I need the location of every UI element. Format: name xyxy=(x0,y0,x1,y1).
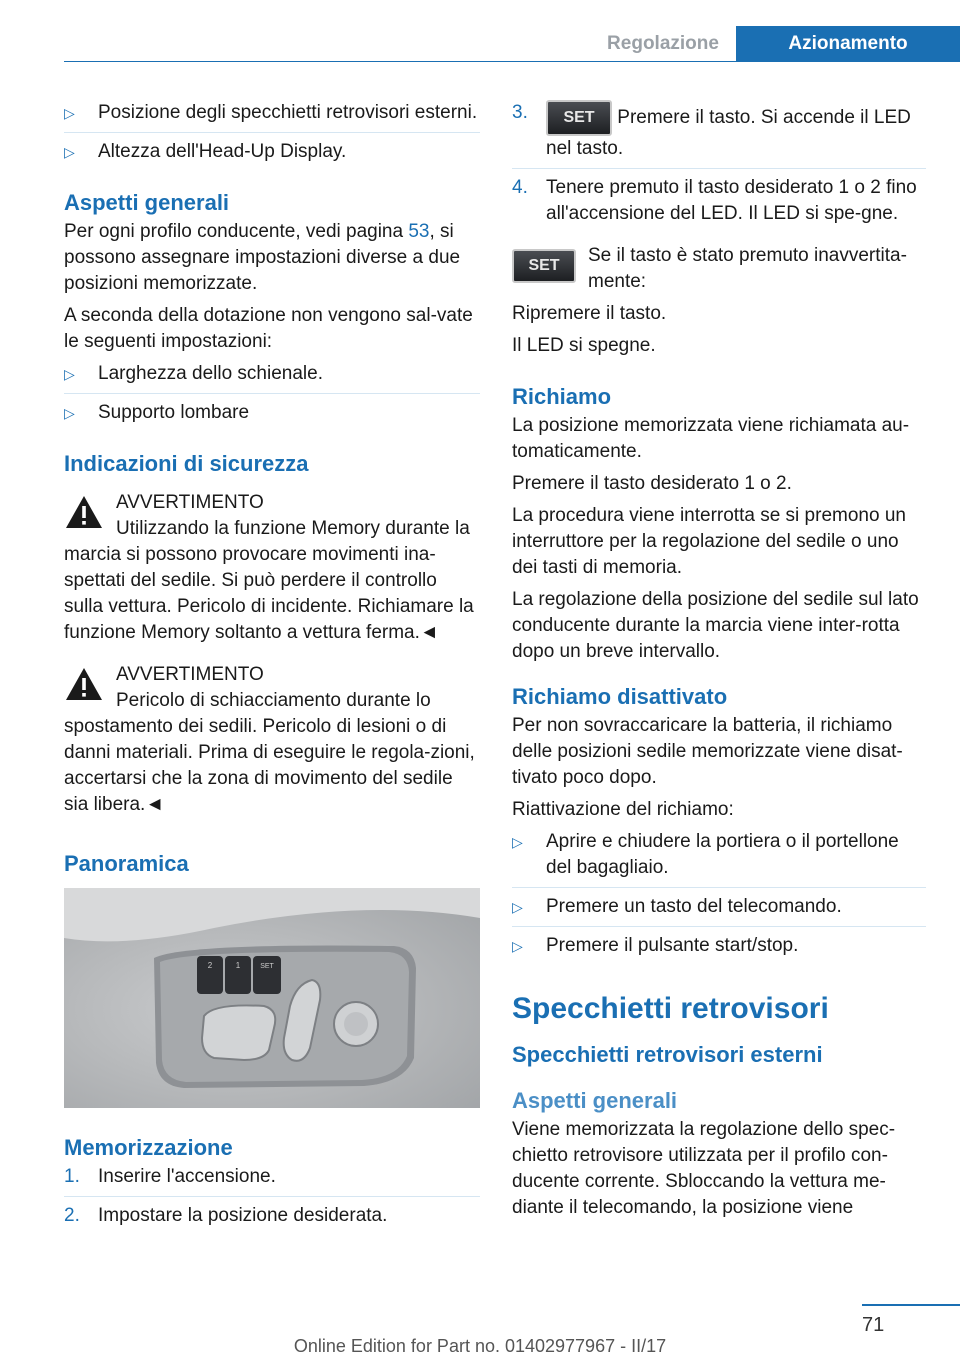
left-column xyxy=(64,100,480,1241)
footer-divider xyxy=(862,1304,960,1306)
list-item: 3. SET Premere il tasto. Si accende il LED nel tasto. xyxy=(512,100,926,169)
header-tab-regolazione[interactable]: Regolazione xyxy=(607,33,719,54)
paragraph: Riattivazione del richiamo: xyxy=(512,799,734,820)
section-title-aspetti-generali-specchietti: Aspetti generali xyxy=(512,1088,678,1113)
list-item: 1. Inserire l'accensione. xyxy=(64,1164,480,1197)
memory-button-1-label: 1 xyxy=(235,961,241,970)
list-item: 2. Impostare la posizione desiderata. xyxy=(64,1205,388,1226)
triangle-right-icon: ▷ xyxy=(64,144,75,160)
section-title-memorizzazione: Memorizzazione xyxy=(64,1135,233,1160)
warning-block-1 xyxy=(64,490,480,646)
set-note xyxy=(512,243,926,295)
paragraph: A seconda della dotazione non vengono sal‐vate le seguenti impostazioni: xyxy=(64,305,473,352)
header-tab-azionamento[interactable]: Azionamento xyxy=(736,26,960,61)
steps-list-memorizzazione xyxy=(64,1164,480,1235)
list-item: ▷ Aprire e chiudere la portiera o il portellone del bagagliaio. xyxy=(512,829,926,888)
paragraph: La procedura viene interrotta se si premono un interruttore per la regolazione del sedile o uno dei tasti di memoria. xyxy=(512,505,906,578)
list-item: ▷ Altezza dell'Head-Up Display. xyxy=(64,139,480,171)
page-number: 71 xyxy=(862,1314,885,1336)
section-title-specchietti-esterni: Specchietti retrovisori esterni xyxy=(512,1042,823,1067)
section-title-panoramica: Panoramica xyxy=(64,851,189,876)
warning-title: AVVERTIMENTO xyxy=(116,492,264,513)
header-divider xyxy=(64,61,960,62)
paragraph: Per ogni profilo conducente, vedi pagina 53, si possono assegnare impostazioni diverse a due posizioni memorizzate. xyxy=(64,221,461,294)
paragraph: La regolazione della posizione del sedile sul lato conducente durante la marcia viene inter‐rotta dopo un breve intervallo. xyxy=(512,589,919,662)
list-item: ▷ Posizione degli specchietti retrovisori esterni. xyxy=(64,100,480,133)
triangle-right-icon: ▷ xyxy=(512,938,523,954)
paragraph: Premere il tasto desiderato 1 o 2. xyxy=(512,473,792,494)
triangle-right-icon: ▷ xyxy=(64,105,75,121)
section-title-richiamo: Richiamo xyxy=(512,384,612,409)
paragraph: Viene memorizzata la regolazione dello spec‐chietto retrovisore utilizzata per il profilo con‐ducente corrente. Sbloccando la vettura me‐diante il telecomando, la posizione viene xyxy=(512,1119,896,1218)
page-link-53[interactable]: 53 xyxy=(408,221,430,242)
memory-button-set-label: SET xyxy=(260,963,274,970)
list-item: 4. Tenere premuto il tasto desiderato 1 o 2 fino all'accensione del LED. Il LED si spe‐gne. xyxy=(512,177,917,224)
warning-block-2 xyxy=(64,662,480,818)
note-text: Se il tasto è stato premuto inavvertita‐mente: xyxy=(588,245,907,292)
edition-footer: Online Edition for Part no. 01402977967 - II/17 xyxy=(293,1336,667,1356)
list-item: ▷ Premere il pulsante start/stop. xyxy=(512,933,926,965)
paragraph: Per non sovraccaricare la batteria, il richiamo delle posizioni sedile memorizzate viene disat‐tivato poco dopo. xyxy=(512,715,903,788)
triangle-right-icon: ▷ xyxy=(512,834,523,850)
bullet-list-riattivazione xyxy=(512,829,926,965)
warning-text: Utilizzando la funzione Memory durante la marcia si possono provocare movimenti ina‐spettati del sedile. Si può perdere il controllo sulla vettura. Pericolo di incidente. Richiamare la funzione Memory soltanto a vettura ferma.◄ xyxy=(64,518,474,643)
right-column xyxy=(512,100,926,1227)
seat-panel-illustration xyxy=(64,888,480,1108)
paragraph: La posizione memorizzata viene richiamata au‐tomaticamente. xyxy=(512,415,910,462)
triangle-right-icon: ▷ xyxy=(64,366,75,382)
warning-triangle-icon xyxy=(64,666,104,702)
list-item: ▷ Larghezza dello schienale. xyxy=(64,361,480,394)
section-title-indicazioni-sicurezza: Indicazioni di sicurezza xyxy=(64,451,309,476)
paragraph: Il LED si spegne. xyxy=(512,335,656,356)
bullet-list-top xyxy=(64,100,480,171)
memory-buttons xyxy=(197,956,281,994)
paragraph: Ripremere il tasto. xyxy=(512,303,667,324)
chapter-title-specchietti: Specchietti retrovisori xyxy=(512,992,829,1025)
set-button-icon: SET xyxy=(512,249,576,283)
triangle-right-icon: ▷ xyxy=(512,899,523,915)
warning-text: Pericolo di schiacciamento durante lo spostamento dei sedili. Pericolo di lesioni o di danni materiali. Prima di eseguire le regola‐zioni, accertarsi che la zona di movimento del sedile sia libera.◄ xyxy=(64,690,475,815)
set-button-icon: SET xyxy=(546,100,612,136)
memory-button-2-label: 2 xyxy=(207,961,213,970)
triangle-right-icon: ▷ xyxy=(64,405,75,421)
warning-title: AVVERTIMENTO xyxy=(116,664,264,685)
list-item: ▷ Premere un tasto del telecomando. xyxy=(512,894,926,927)
bullet-list-aspetti xyxy=(64,361,480,432)
warning-triangle-icon xyxy=(64,494,104,530)
seat-controls-photo xyxy=(64,888,480,1108)
section-title-richiamo-disattivato: Richiamo disattivato xyxy=(512,684,728,709)
section-title-aspetti-generali: Aspetti generali xyxy=(64,190,230,215)
list-item: ▷ Supporto lombare xyxy=(64,400,480,432)
steps-list-continued xyxy=(512,100,926,233)
